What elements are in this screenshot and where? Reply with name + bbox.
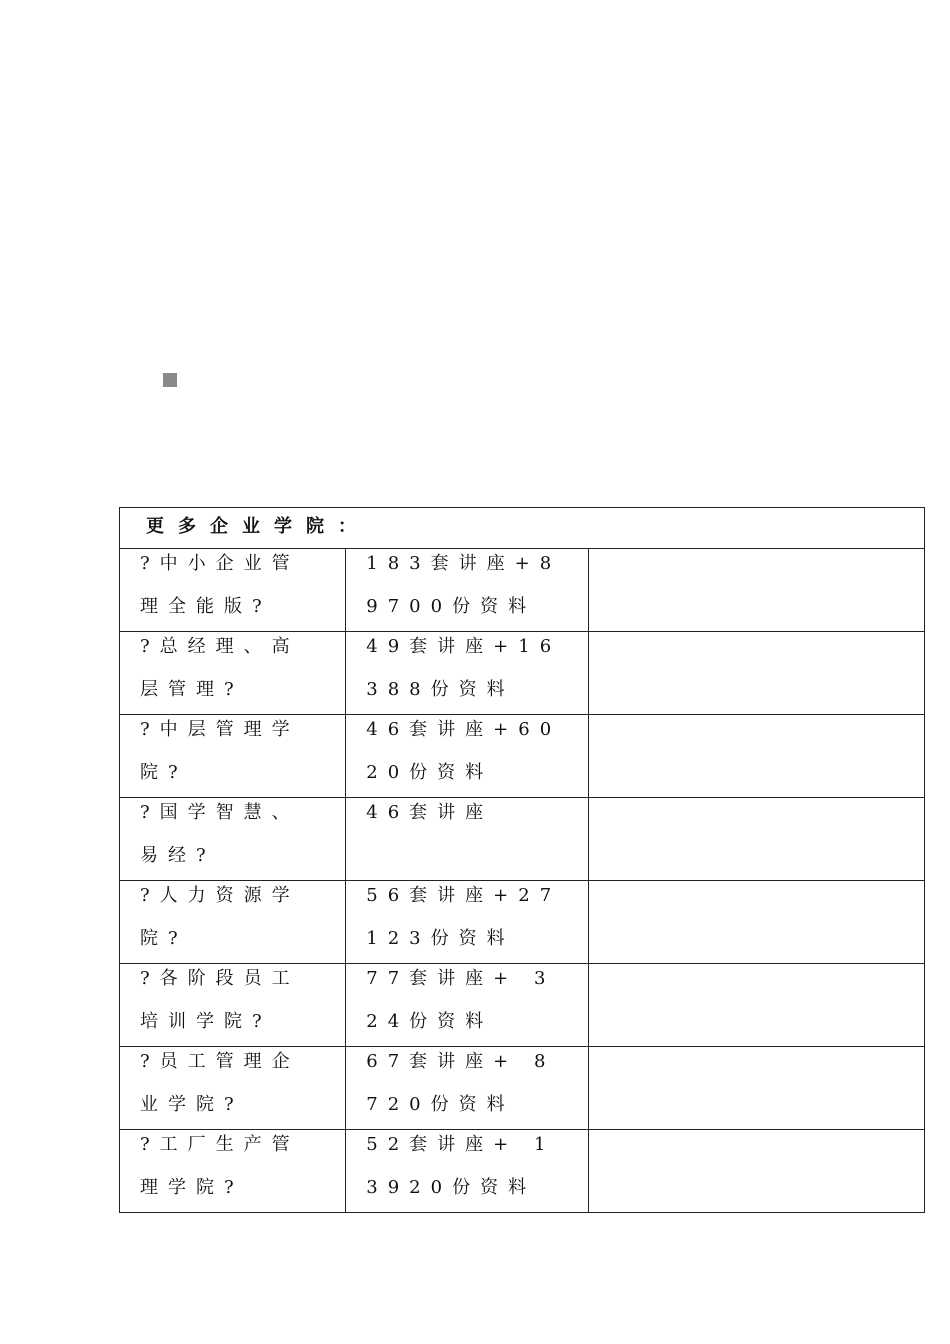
college-content: 46套讲座+6020份资料: [366, 719, 562, 783]
college-content: 52套讲座+ 13920份资料: [366, 1134, 556, 1198]
bullet-square-icon: [163, 373, 177, 387]
table-row: [120, 1130, 925, 1213]
college-content: 49套讲座+16388份资料: [366, 636, 562, 700]
table-row: [120, 715, 925, 798]
table-row: [120, 881, 925, 964]
college-name: ?人力资源学院?: [140, 885, 300, 949]
college-name: ?中小企业管理全能版?: [140, 553, 300, 617]
college-name: ?各阶段员工培训学院?: [140, 968, 300, 1032]
table-row: [120, 549, 925, 632]
table-header-title: 更多企业学院：: [146, 516, 370, 537]
college-name: ?员工管理企业学院?: [140, 1051, 300, 1115]
college-name: ?中层管理学院?: [140, 719, 300, 783]
college-content: 46套讲座: [366, 802, 494, 823]
empty-cell: [588, 549, 924, 632]
empty-cell: [588, 1047, 924, 1130]
table-row: [120, 798, 925, 881]
college-name: ?总经理、高层管理?: [140, 636, 300, 700]
enterprise-college-table: [119, 507, 925, 1213]
empty-cell: [588, 1130, 924, 1213]
college-content: 183套讲座+89700份资料: [366, 553, 562, 617]
college-name: ?工厂生产管理学院?: [140, 1134, 300, 1198]
empty-cell: [588, 964, 924, 1047]
empty-cell: [588, 715, 924, 798]
table-row: [120, 632, 925, 715]
empty-cell: [588, 798, 924, 881]
college-content: 67套讲座+ 8720份资料: [366, 1051, 556, 1115]
table-row: [120, 1047, 925, 1130]
college-name: ?国学智慧、易经?: [140, 802, 300, 866]
college-content: 56套讲座+27123份资料: [366, 885, 562, 949]
empty-cell: [588, 632, 924, 715]
table-row: [120, 964, 925, 1047]
empty-cell: [588, 881, 924, 964]
college-content: 77套讲座+ 324份资料: [366, 968, 556, 1032]
